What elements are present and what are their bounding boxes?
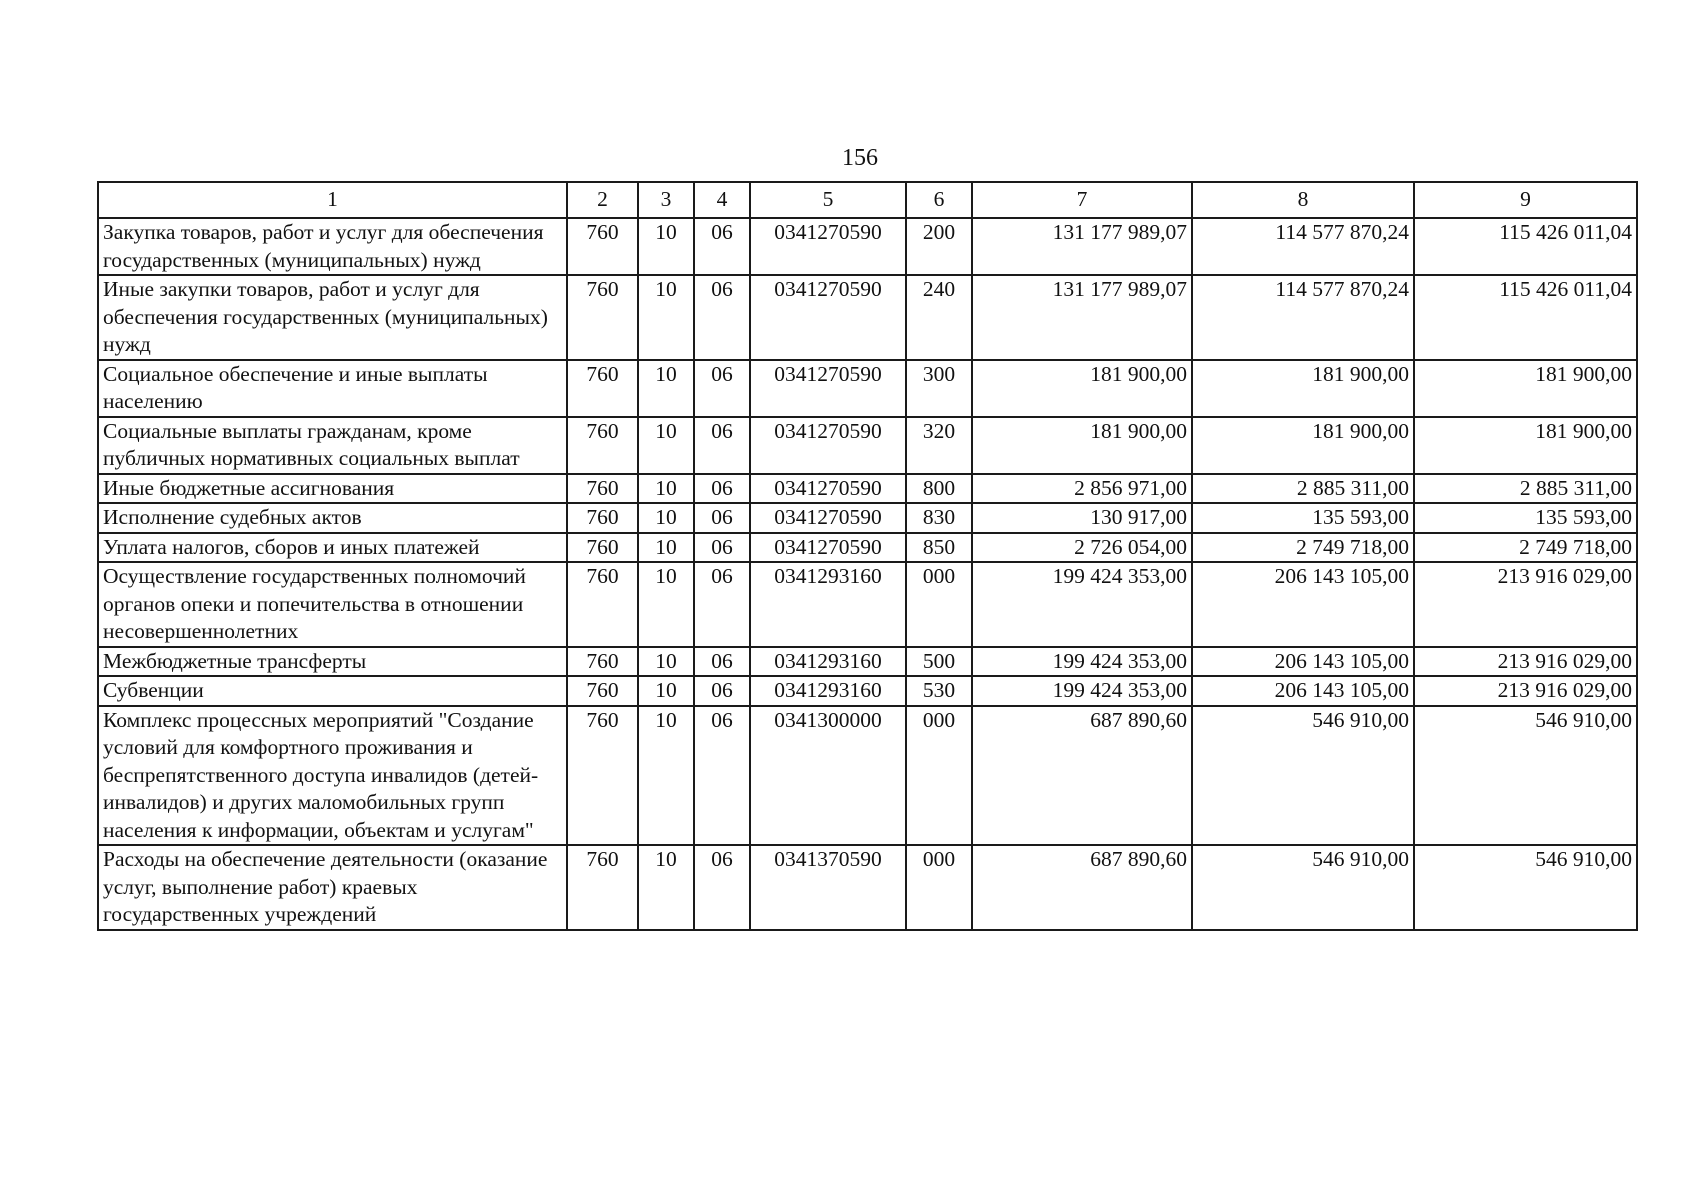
razdel-code: 10: [638, 275, 694, 360]
csr-code: 0341270590: [750, 417, 906, 474]
csr-code: 0341293160: [750, 676, 906, 706]
amount-col7: 199 424 353,00: [972, 647, 1192, 677]
razdel-code: 10: [638, 474, 694, 504]
amount-col7: 2 856 971,00: [972, 474, 1192, 504]
row-name: Закупка товаров, работ и услуг для обеспечения государственных (муниципальных) нужд: [98, 218, 567, 275]
row-name: Межбюджетные трансферты: [98, 647, 567, 677]
row-name: Комплекс процессных мероприятий "Создание условий для комфортного проживания и беспрепятственного доступа инвалидов (детей-инвалидов) и других маломобильных групп населения к информации, объектам и услугам": [98, 706, 567, 846]
table-row: [98, 474, 1637, 504]
csr-code: 0341270590: [750, 474, 906, 504]
ved-code: 760: [567, 417, 638, 474]
amount-col7: 181 900,00: [972, 360, 1192, 417]
amount-col8: 181 900,00: [1192, 417, 1414, 474]
razdel-code: 10: [638, 676, 694, 706]
amount-col9: 546 910,00: [1414, 706, 1637, 846]
amount-col8: 206 143 105,00: [1192, 676, 1414, 706]
podrazdel-code: 06: [694, 562, 750, 647]
ved-code: 760: [567, 275, 638, 360]
amount-col7: 131 177 989,07: [972, 218, 1192, 275]
amount-col9: 135 593,00: [1414, 503, 1637, 533]
row-name: Социальное обеспечение и иные выплаты населению: [98, 360, 567, 417]
csr-code: 0341293160: [750, 647, 906, 677]
ved-code: 760: [567, 706, 638, 846]
ved-code: 760: [567, 218, 638, 275]
vr-code: 000: [906, 706, 972, 846]
vr-code: 800: [906, 474, 972, 504]
amount-col9: 213 916 029,00: [1414, 562, 1637, 647]
amount-col7: 199 424 353,00: [972, 676, 1192, 706]
razdel-code: 10: [638, 533, 694, 563]
row-name: Иные бюджетные ассигнования: [98, 474, 567, 504]
amount-col7: 131 177 989,07: [972, 275, 1192, 360]
amount-col9: 2 749 718,00: [1414, 533, 1637, 563]
amount-col9: 181 900,00: [1414, 360, 1637, 417]
podrazdel-code: 06: [694, 845, 750, 930]
csr-code: 0341270590: [750, 503, 906, 533]
amount-col9: 115 426 011,04: [1414, 275, 1637, 360]
table-row: [98, 503, 1637, 533]
table-row: [98, 417, 1637, 474]
amount-col8: 206 143 105,00: [1192, 647, 1414, 677]
table-row: [98, 360, 1637, 417]
row-name: Иные закупки товаров, работ и услуг для обеспечения государственных (муниципальных) нужд: [98, 275, 567, 360]
vr-code: 000: [906, 562, 972, 647]
row-name: Осуществление государственных полномочий органов опеки и попечительства в отношении несовершеннолетних: [98, 562, 567, 647]
podrazdel-code: 06: [694, 676, 750, 706]
amount-col8: 206 143 105,00: [1192, 562, 1414, 647]
amount-col7: 687 890,60: [972, 706, 1192, 846]
page-number: 156: [842, 145, 878, 171]
amount-col8: 546 910,00: [1192, 706, 1414, 846]
ved-code: 760: [567, 647, 638, 677]
razdel-code: 10: [638, 706, 694, 846]
vr-code: 500: [906, 647, 972, 677]
header-cell: 1: [98, 182, 567, 218]
razdel-code: 10: [638, 417, 694, 474]
podrazdel-code: 06: [694, 275, 750, 360]
vr-code: 000: [906, 845, 972, 930]
razdel-code: 10: [638, 647, 694, 677]
table-row: [98, 275, 1637, 360]
amount-col8: 114 577 870,24: [1192, 218, 1414, 275]
csr-code: 0341270590: [750, 360, 906, 417]
ved-code: 760: [567, 533, 638, 563]
ved-code: 760: [567, 474, 638, 504]
row-name: Субвенции: [98, 676, 567, 706]
vr-code: 530: [906, 676, 972, 706]
header-cell: 3: [638, 182, 694, 218]
ved-code: 760: [567, 562, 638, 647]
row-name: Исполнение судебных актов: [98, 503, 567, 533]
amount-col9: 546 910,00: [1414, 845, 1637, 930]
amount-col8: 2 749 718,00: [1192, 533, 1414, 563]
ved-code: 760: [567, 845, 638, 930]
razdel-code: 10: [638, 360, 694, 417]
header-row: [98, 182, 1637, 218]
csr-code: 0341270590: [750, 218, 906, 275]
header-cell: 9: [1414, 182, 1637, 218]
podrazdel-code: 06: [694, 417, 750, 474]
header-cell: 4: [694, 182, 750, 218]
amount-col9: 213 916 029,00: [1414, 647, 1637, 677]
amount-col7: 199 424 353,00: [972, 562, 1192, 647]
podrazdel-code: 06: [694, 503, 750, 533]
amount-col8: 135 593,00: [1192, 503, 1414, 533]
header-cell: 6: [906, 182, 972, 218]
table-row: [98, 845, 1637, 930]
row-name: Уплата налогов, сборов и иных платежей: [98, 533, 567, 563]
amount-col8: 546 910,00: [1192, 845, 1414, 930]
amount-col9: 2 885 311,00: [1414, 474, 1637, 504]
podrazdel-code: 06: [694, 218, 750, 275]
header-cell: 8: [1192, 182, 1414, 218]
podrazdel-code: 06: [694, 706, 750, 846]
podrazdel-code: 06: [694, 533, 750, 563]
amount-col7: 687 890,60: [972, 845, 1192, 930]
amount-col9: 213 916 029,00: [1414, 676, 1637, 706]
table-row: [98, 533, 1637, 563]
razdel-code: 10: [638, 503, 694, 533]
vr-code: 320: [906, 417, 972, 474]
table-row: [98, 706, 1637, 846]
amount-col8: 2 885 311,00: [1192, 474, 1414, 504]
table-row: [98, 647, 1637, 677]
csr-code: 0341370590: [750, 845, 906, 930]
vr-code: 850: [906, 533, 972, 563]
ved-code: 760: [567, 503, 638, 533]
csr-code: 0341270590: [750, 533, 906, 563]
ved-code: 760: [567, 676, 638, 706]
amount-col7: 181 900,00: [972, 417, 1192, 474]
table-row: [98, 562, 1637, 647]
header-cell: 2: [567, 182, 638, 218]
csr-code: 0341293160: [750, 562, 906, 647]
vr-code: 830: [906, 503, 972, 533]
razdel-code: 10: [638, 218, 694, 275]
header-cell: 5: [750, 182, 906, 218]
amount-col7: 130 917,00: [972, 503, 1192, 533]
vr-code: 200: [906, 218, 972, 275]
header-cell: 7: [972, 182, 1192, 218]
table-row: [98, 218, 1637, 275]
ved-code: 760: [567, 360, 638, 417]
row-name: Расходы на обеспечение деятельности (оказание услуг, выполнение работ) краевых государственных учреждений: [98, 845, 567, 930]
row-name: Социальные выплаты гражданам, кроме публичных нормативных социальных выплат: [98, 417, 567, 474]
podrazdel-code: 06: [694, 647, 750, 677]
csr-code: 0341270590: [750, 275, 906, 360]
vr-code: 300: [906, 360, 972, 417]
razdel-code: 10: [638, 845, 694, 930]
razdel-code: 10: [638, 562, 694, 647]
vr-code: 240: [906, 275, 972, 360]
budget-table: [97, 181, 1638, 931]
amount-col9: 115 426 011,04: [1414, 218, 1637, 275]
table-row: [98, 676, 1637, 706]
podrazdel-code: 06: [694, 360, 750, 417]
amount-col9: 181 900,00: [1414, 417, 1637, 474]
amount-col7: 2 726 054,00: [972, 533, 1192, 563]
amount-col8: 181 900,00: [1192, 360, 1414, 417]
amount-col8: 114 577 870,24: [1192, 275, 1414, 360]
csr-code: 0341300000: [750, 706, 906, 846]
podrazdel-code: 06: [694, 474, 750, 504]
